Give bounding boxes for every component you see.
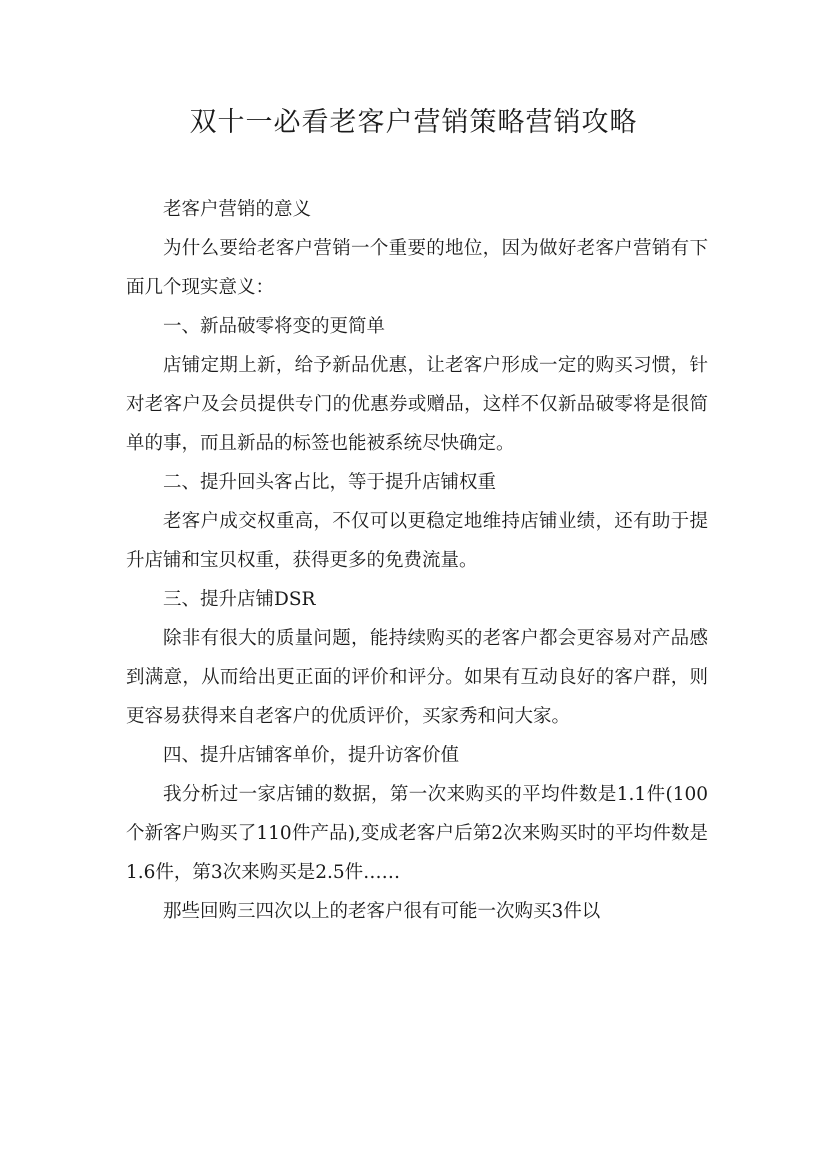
- document-title: 双十一必看老客户营销策略营销攻略: [189, 107, 638, 138]
- section-heading: 二、提升回头客占比，等于提升店铺权重: [163, 472, 497, 493]
- document-body: [126, 190, 708, 931]
- section-heading: 老客户营销的意义: [163, 199, 312, 220]
- section-heading: 三、提升店铺DSR: [163, 589, 316, 610]
- paragraph: 除非有很大的质量问题，能持续购买的老客户都会更容易对产品感到满意，从而给出更正面的评价和评分。如果有互动良好的客户群，则更容易获得来自老客户的优质评价，买家秀和问大家。: [126, 628, 708, 727]
- paragraph: 那些回购三四次以上的老客户很有可能一次购买3件以: [163, 901, 601, 922]
- paragraph: 店铺定期上新，给予新品优惠，让老客户形成一定的购买习惯，针对老客户及会员提供专门的优惠券或赠品，这样不仅新品破零将是很简单的事，而且新品的标签也能被系统尽快确定。: [126, 355, 708, 454]
- section-heading: 四、提升店铺客单价，提升访客价值: [163, 745, 460, 766]
- paragraph: 为什么要给老客户营销一个重要的地位，因为做好老客户营销有下面几个现实意义：: [126, 238, 708, 298]
- paragraph: 我分析过一家店铺的数据，第一次来购买的平均件数是1.1件(100个新客户购买了110件产品),变成老客户后第2次来购买时的平均件数是1.6件，第3次来购买是2.5件……: [126, 784, 708, 883]
- section-heading: 一、新品破零将变的更简单: [163, 316, 386, 337]
- paragraph: 老客户成交权重高，不仅可以更稳定地维持店铺业绩，还有助于提升店铺和宝贝权重，获得更多的免费流量。: [126, 511, 708, 571]
